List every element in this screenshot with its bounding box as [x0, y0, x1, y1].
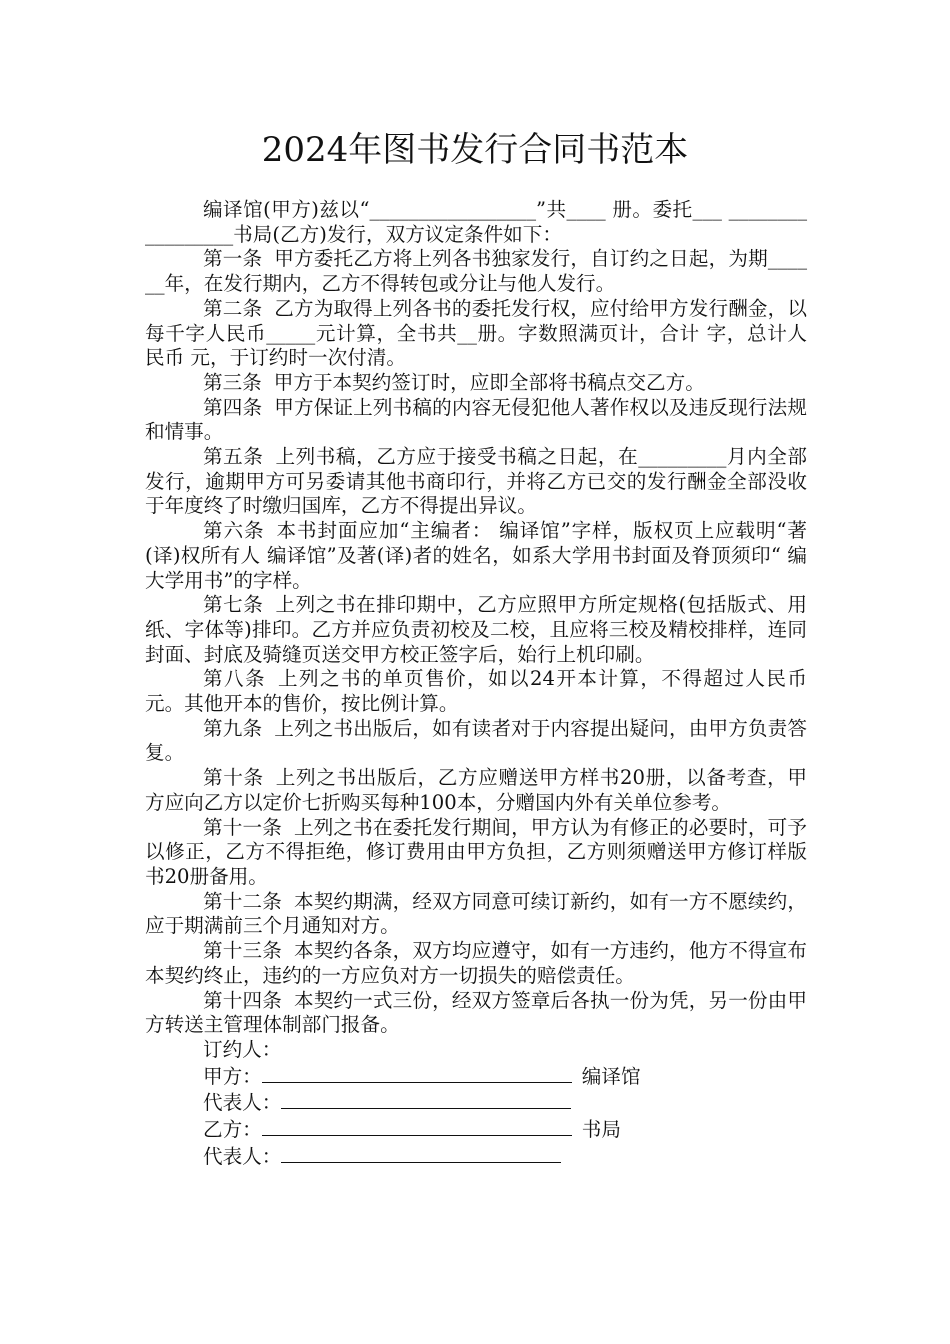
party-a-signature-line[interactable] [262, 1063, 572, 1083]
party-b-suffix: 书局 [581, 1118, 621, 1142]
rep-b-label: 代表人： [203, 1144, 282, 1168]
clause-label: 第八条 [203, 667, 267, 691]
clause-text: 甲方于本契约签订时，应即全部将书稿点交乙方。 [273, 370, 705, 394]
document-title: 2024年图书发行合同书范本 [261, 130, 689, 170]
rep-a-label: 代表人： [203, 1091, 282, 1115]
clause-1 [145, 247, 807, 296]
rep-b-row [145, 1143, 807, 1170]
clause-text: 本契约期满，经双方同意可续订新约，如有一方不愿续约，应于期满前三个月通知对方。 [145, 889, 807, 938]
clause-11 [145, 816, 807, 890]
clause-label: 第二条 [203, 296, 263, 320]
rep-b-signature-line[interactable] [281, 1143, 561, 1163]
clause-label: 第十条 [203, 766, 264, 790]
clause-7 [145, 593, 807, 667]
clause-9 [145, 717, 807, 766]
party-a-row [145, 1063, 807, 1090]
clause-12 [145, 890, 807, 939]
clause-label: 第十三条 [203, 939, 282, 963]
clause-text: 本契约一式三份，经双方签章后各执一份为凭，另一份由甲方转送主管理体制部门报备。 [145, 988, 807, 1037]
rep-a-signature-line[interactable] [281, 1089, 571, 1109]
clause-label: 第十一条 [203, 815, 282, 839]
clause-text: 上列之书在排印期中，乙方应照甲方所定规格(包括版式、用纸、字体等)排印。乙方并应负责初校及二校，且应将三校及精校排样，连同封面、封底及骑缝页送交甲方校正签字后，始行上机印刷。 [145, 593, 807, 666]
intro-paragraph: 编译馆(甲方)兹以“_________________”共____ 册。委托___ _________________书局(乙方)发行，双方议定条件如下： [145, 198, 807, 246]
clause-text: 本契约各条，双方均应遵守，如有一方违约，他方不得宣布本契约终止，违约的一方应负对方一切损失的赔偿责任。 [145, 939, 807, 987]
rep-a-row [145, 1089, 807, 1116]
party-b-row [145, 1116, 807, 1143]
clause-8 [145, 667, 807, 716]
clause-text: 乙方为取得上列各书的委托发行权，应付给甲方发行酬金，以每千字人民币_____元计算，全书共__册。字数照满页计，合计 字，总计人民币 元，于订约时一次付清。 [145, 296, 808, 370]
clause-text: 上列之书出版后，如有读者对于内容提出疑问，由甲方负责答复。 [145, 716, 808, 765]
clause-text: 上列之书出版后，乙方应赠送甲方样书20册，以备考查，甲方应向乙方以定价七折购买每种100本，分赠国内外有关单位参考。 [145, 766, 808, 814]
clause-label: 第六条 [203, 519, 265, 543]
clause-14 [145, 989, 807, 1038]
clause-text: 上列之书的单页售价，如以24开本计算，不得超过人民币 元。其他开本的售价，按比例计算。 [145, 667, 808, 716]
clause-2 [145, 297, 807, 371]
clause-4 [145, 396, 807, 445]
clause-label: 第十二条 [203, 889, 282, 913]
clause-5 [145, 445, 807, 519]
clause-label: 第四条 [203, 395, 263, 419]
clause-text: 本书封面应加“主编者： 编译馆”字样，版权页上应载明“著(译)权所有人 编译馆”及著(译)者的姓名，如系大学用书封面及脊顶须印“ 编大学用书”的字样。 [145, 519, 808, 592]
signatories-heading: 订约人： [203, 1037, 282, 1061]
clause-label: 第五条 [203, 445, 264, 469]
clause-text: 甲方委托乙方将上列各书独家发行，自订约之日起，为期______年，在发行期内，乙方不得转包或分让与他人发行。 [145, 247, 808, 296]
clause-label: 第九条 [203, 716, 263, 740]
clause-label: 第十四条 [203, 988, 282, 1012]
clause-text: 上列书稿，乙方应于接受书稿之日起，在_________月内全部发行，逾期甲方可另委请其他书商印行，并将乙方已交的发行酬金全部没收于年度终了时缴归国库，乙方不得提出异议。 [145, 445, 808, 518]
party-b-label: 乙方： [203, 1118, 262, 1142]
clause-label: 第七条 [203, 593, 264, 617]
party-a-suffix: 编译馆 [581, 1064, 641, 1088]
clause-text: 甲方保证上列书稿的内容无侵犯他人著作权以及违反现行法规和情事。 [145, 395, 808, 444]
clause-label: 第三条 [203, 370, 262, 394]
contract-body [145, 198, 807, 1169]
clause-13 [145, 939, 807, 988]
clause-10 [145, 766, 807, 815]
clause-text: 上列之书在委托发行期间，甲方认为有修正的必要时，可予以修正，乙方不得拒绝，修订费用由甲方负担，乙方则须赠送甲方修订样版书20册备用。 [145, 815, 807, 888]
party-a-label: 甲方： [203, 1064, 262, 1088]
clause-label: 第一条 [203, 247, 263, 271]
clause-3 [145, 371, 807, 396]
clause-6 [145, 519, 807, 593]
party-b-signature-line[interactable] [262, 1116, 572, 1136]
